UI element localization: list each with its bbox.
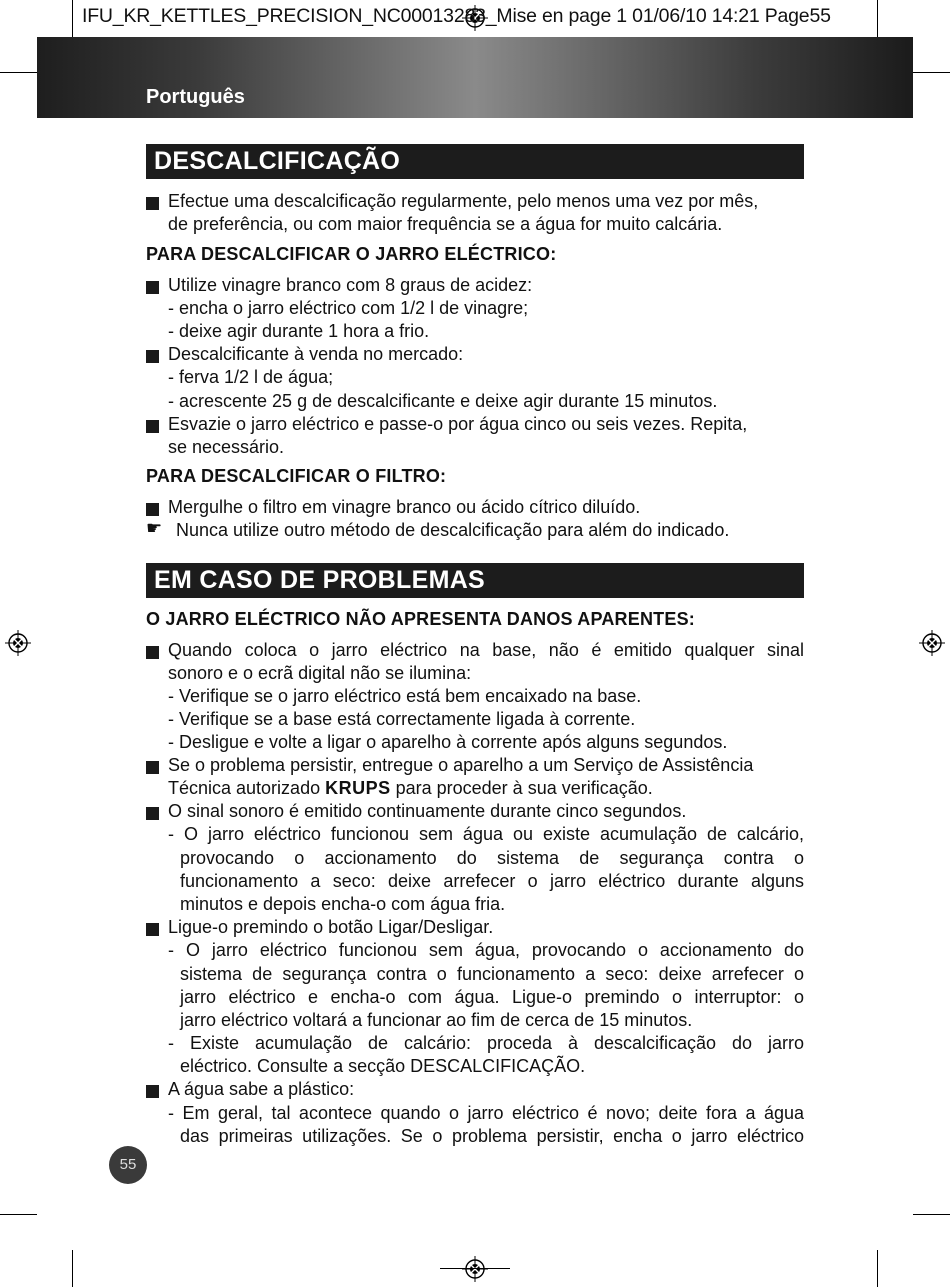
bullet-square-icon (146, 646, 159, 659)
subheading-kettle: PARA DESCALCIFICAR O JARRO ELÉCTRICO: (146, 244, 557, 264)
text-segment: Técnica autorizado (168, 778, 326, 798)
bullet-square-icon (146, 197, 159, 210)
bullet-square-icon (146, 503, 159, 516)
text-line: sistema de segurança contra o funcionamento a seco: deixe arrefecer o (180, 964, 804, 984)
text-line: se necessário. (168, 437, 285, 457)
crop-mark (877, 1250, 878, 1287)
subheading-no-damage: O JARRO ELÉCTRICO NÃO APRESENTA DANOS APARENTES: (146, 609, 695, 629)
section-title-descaling: DESCALCIFICAÇÃO (146, 144, 804, 179)
registration-mark-icon (462, 1256, 488, 1282)
text-line: Quando coloca o jarro eléctrico na base, não é emitido qualquer sinal (168, 640, 804, 660)
text-line: - encha o jarro eléctrico com 1/2 l de vinagre; (168, 298, 529, 318)
subheading-filter: PARA DESCALCIFICAR O FILTRO: (146, 466, 447, 486)
text-line (168, 777, 826, 800)
text-line: Ligue-o premindo o botão Ligar/Desligar. (168, 917, 494, 937)
bullet-square-icon (146, 350, 159, 363)
text-line: sonoro e o ecrã digital não se ilumina: (168, 663, 472, 683)
text-line: funcionamento a seco: deixe arrefecer o jarro eléctrico durante alguns (180, 871, 804, 891)
text-line: provocando o accionamento do sistema de segurança contra o (180, 848, 804, 868)
text-line: - Verifique se o jarro eléctrico está bem encaixado na base. (168, 686, 642, 706)
crop-mark (440, 1268, 510, 1269)
text-line: jarro eléctrico voltará a funcionar ao fim de cerca de 15 minutos. (180, 1010, 693, 1030)
text-line: - ferva 1/2 l de água; (168, 367, 334, 387)
text-segment: para proceder à sua verificação. (390, 778, 653, 798)
text-line: das primeiras utilizações. Se o problema persistir, encha o jarro eléctrico (180, 1126, 804, 1146)
crop-mark (913, 1214, 950, 1215)
print-slug: IFU_KR_KETTLES_PRECISION_NC00013283_Mise en page 1 01/06/10 14:21 Page55 (82, 5, 831, 27)
bullet-square-icon (146, 807, 159, 820)
text-line: Se o problema persistir, entregue o aparelho a um Serviço de Assistência (168, 755, 754, 775)
text-line: Efectue uma descalcificação regularmente, pelo menos uma vez por mês, (168, 191, 759, 211)
registration-mark-icon (919, 630, 945, 656)
text-line: - acrescente 25 g de descalcificante e deixe agir durante 15 minutos. (168, 391, 718, 411)
text-line: - Existe acumulação de calcário: proceda à descalcificação do jarro (168, 1033, 804, 1053)
text-line: Descalcificante à venda no mercado: (168, 344, 464, 364)
text-line: - deixe agir durante 1 hora a frio. (168, 321, 430, 341)
crop-mark (0, 1214, 37, 1215)
bullet-square-icon (146, 761, 159, 774)
text-line: - O jarro eléctrico funcionou sem água, provocando o accionamento do (168, 940, 804, 960)
language-label: Português (146, 86, 245, 108)
brand-name: KRUPS (325, 778, 391, 798)
section-title-troubleshooting: EM CASO DE PROBLEMAS (146, 563, 804, 598)
text-line: Esvazie o jarro eléctrico e passe-o por água cinco ou seis vezes. Repita, (168, 414, 748, 434)
text-line: - O jarro eléctrico funcionou sem água ou existe acumulação de calcário, (168, 824, 804, 844)
bullet-square-icon (146, 923, 159, 936)
text-line: O sinal sonoro é emitido continuamente durante cinco segundos. (168, 801, 687, 821)
text-line: eléctrico. Consulte a secção DESCALCIFICAÇÃO. (180, 1056, 586, 1076)
text-line: Mergulhe o filtro em vinagre branco ou ácido cítrico diluído. (168, 497, 641, 517)
text-line: Nunca utilize outro método de descalcificação para além do indicado. (176, 520, 730, 540)
crop-mark (913, 72, 950, 73)
text-line: - Verifique se a base está correctamente ligada à corrente. (168, 709, 636, 729)
text-line: minutos e depois encha-o com água fria. (180, 894, 506, 914)
bullet-square-icon (146, 1085, 159, 1098)
page-number-badge: 55 (109, 1146, 147, 1184)
crop-mark (72, 0, 73, 37)
crop-mark (72, 1250, 73, 1287)
text-line: - Desligue e volte a ligar o aparelho à corrente após alguns segundos. (168, 732, 728, 752)
registration-mark-icon (5, 630, 31, 656)
bullet-square-icon (146, 281, 159, 294)
text-line: - Em geral, tal acontece quando o jarro eléctrico é novo; deite fora a água (168, 1103, 804, 1123)
text-line: A água sabe a plástico: (168, 1079, 355, 1099)
text-line: jarro eléctrico e encha-o com água. Ligue-o premindo o interruptor: o (180, 987, 804, 1007)
bullet-square-icon (146, 420, 159, 433)
text-line: de preferência, ou com maior frequência se a água for muito calcária. (168, 214, 723, 234)
pointing-hand-icon: ☛ (146, 518, 163, 538)
crop-mark (0, 72, 37, 73)
text-line: Utilize vinagre branco com 8 graus de acidez: (168, 275, 533, 295)
